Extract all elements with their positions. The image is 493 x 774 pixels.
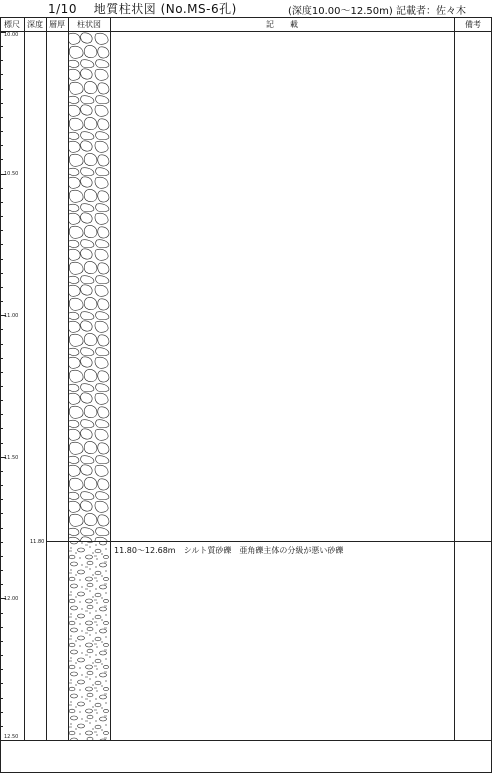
scale-tick [0, 216, 3, 217]
layer-depth-label: 11.80 [30, 539, 45, 545]
scale-tick [0, 273, 3, 274]
scale-tick [0, 358, 3, 359]
scale-tick [0, 74, 3, 75]
scale-tick [0, 400, 3, 401]
header-scale: 標尺 [4, 20, 20, 29]
scale-tick [0, 202, 3, 203]
scale-tick [0, 683, 3, 684]
scale-tick [0, 570, 3, 571]
scale-tick [0, 726, 3, 727]
lithology-column [68, 32, 110, 740]
scale-tick [0, 428, 3, 429]
scale-label: 12.50 [4, 734, 19, 740]
scale-tick [0, 301, 3, 302]
scale-tick [0, 414, 3, 415]
scale-tick [0, 159, 3, 160]
divider-column-description [110, 17, 111, 740]
layer-description: 11.80～12.68m シルト質砂礫 亜角礫主体の分級が悪い砂礫 [114, 546, 344, 555]
scale-tick [0, 386, 3, 387]
header-depth: 深度 [27, 20, 43, 29]
scale-tick [0, 188, 3, 189]
scale-label: 10.00 [4, 32, 19, 38]
layer-gravel-fill [68, 32, 110, 541]
scale-tick [0, 698, 3, 699]
scale-tick [0, 528, 3, 529]
scale-tick [0, 669, 3, 670]
header-remarks: 備考 [465, 20, 481, 29]
scale-tick [0, 287, 3, 288]
divider-description-remarks [454, 17, 455, 740]
divider-depth-thickness [46, 17, 47, 740]
scale-tick [0, 513, 3, 514]
scale-tick [0, 740, 6, 741]
divider-scale-depth [24, 17, 25, 740]
scale-tick [0, 471, 3, 472]
scale-tick [0, 244, 3, 245]
scale-label: 10.50 [4, 171, 19, 177]
scale-tick [0, 613, 3, 614]
header-description: 記 載 [266, 20, 298, 29]
scale-tick [0, 46, 3, 47]
scale-tick [0, 60, 3, 61]
scale-tick [0, 117, 3, 118]
scale-tick [0, 712, 3, 713]
scale-tick [0, 89, 3, 90]
scale-tick [0, 641, 3, 642]
title-row [0, 0, 493, 16]
scale-tick [0, 259, 3, 260]
scale-label: 12.00 [4, 596, 19, 602]
scale-tick [0, 145, 3, 146]
scale-tick [0, 230, 3, 231]
scale-tick [0, 131, 3, 132]
scale-tick [0, 443, 3, 444]
header-thickness: 層厚 [49, 20, 65, 29]
scale-label: 11.00 [4, 313, 19, 319]
scale-tick [0, 344, 3, 345]
scale-tick [0, 584, 3, 585]
scale-tick [0, 542, 3, 543]
layer-boundary-line [46, 541, 492, 542]
scale-tick [0, 627, 3, 628]
scale-tick [0, 485, 3, 486]
scale-tick [0, 655, 3, 656]
scale-tick [0, 499, 3, 500]
scale-tick [0, 556, 3, 557]
header-column: 柱状図 [77, 20, 101, 29]
page-title: 1/10 地質柱状図 (No.MS-6孔) [48, 2, 237, 16]
log-bottom-line [0, 740, 492, 741]
scale-tick [0, 329, 3, 330]
scale-tick [0, 103, 3, 104]
scale-label: 11.50 [4, 455, 19, 461]
scale-tick [0, 372, 3, 373]
layer-silty-gravel-fill [68, 541, 110, 740]
page-subtitle: (深度10.00～12.50m) 記載者：佐々木 [288, 6, 466, 17]
